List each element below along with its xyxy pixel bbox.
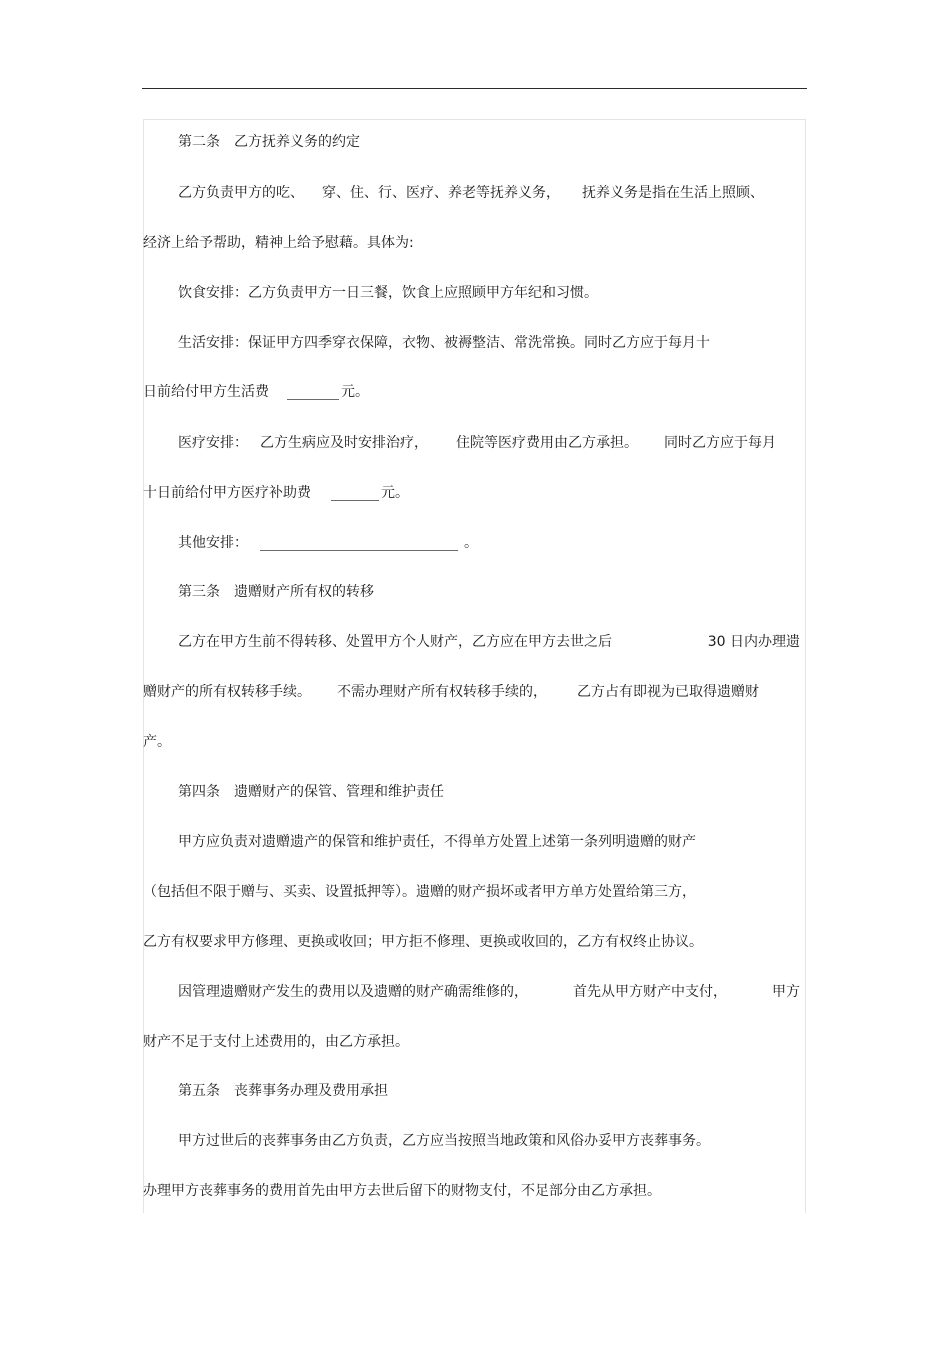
text-segment: 元。: [341, 384, 369, 400]
article-2-para-1-cont: 经济上给予帮助，精神上给予慰藉。具体为:: [143, 235, 414, 251]
article-2-heading: [143, 132, 806, 152]
text-segment: 30 日内办理遗: [707, 634, 800, 650]
article-3-para-2: [143, 682, 806, 702]
other-arrangement-blank[interactable]: [260, 536, 458, 551]
article-4-para-1: 甲方应负责对遗赠遗产的保管和维护责任，不得单方处置上述第一条列明遗赠的财产: [178, 834, 696, 850]
text-segment: 乙方生病应及时安排治疗，: [260, 435, 428, 451]
article-3-para-1: [143, 632, 806, 652]
article-5-para-1: 甲方过世后的丧葬事务由乙方负责，乙方应当按照当地政策和风俗办妥甲方丧葬事务。: [178, 1133, 710, 1149]
text-segment: 其他安排：: [178, 535, 248, 551]
text-segment: 医疗安排：: [178, 435, 248, 451]
article-2-number: 第二条: [178, 134, 220, 150]
article-4-para-3: 乙方有权要求甲方修理、更换或收回；甲方拒不修理、更换或收回的，乙方有权终止协议。: [143, 934, 703, 950]
living-allowance-blank[interactable]: [287, 385, 339, 400]
article-4-para-2: （包括但不限于赠与、买卖、设置抵押等）。遗赠的财产损坏或者甲方单方处置给第三方，: [143, 884, 696, 900]
text-segment: 赠财产的所有权转移手续。: [143, 684, 311, 700]
article-3-title: 遗赠财产所有权的转移: [234, 584, 374, 600]
text-segment: 乙方负责甲方的吃、: [178, 185, 304, 201]
text-segment: 十日前给付甲方医疗补助费: [143, 485, 311, 501]
text-segment: 不需办理财产所有权转移手续的，: [337, 684, 547, 700]
article-3-heading: [143, 582, 806, 602]
article-2-para-1: [143, 183, 806, 203]
text-segment: 住院等医疗费用由乙方承担。: [456, 435, 638, 451]
article-4-para-4: [143, 982, 806, 1002]
text-segment: 日前给付甲方生活费: [143, 384, 269, 400]
medical-allowance-line: [143, 483, 806, 503]
living-arrangement: 生活安排：保证甲方四季穿衣保障，衣物、被褥整洁、常洗常换。同时乙方应于每月十: [178, 335, 710, 351]
article-4-number: 第四条: [178, 784, 220, 800]
text-segment: 甲方: [772, 984, 800, 1000]
text-segment: 首先从甲方财产中支付，: [573, 984, 727, 1000]
article-2-title: 乙方抚养义务的约定: [234, 134, 360, 150]
article-5-heading: [143, 1081, 806, 1101]
article-5-title: 丧葬事务办理及费用承担: [234, 1083, 388, 1099]
article-3-number: 第三条: [178, 584, 220, 600]
medical-arrangement: [143, 433, 806, 453]
text-segment: 元。: [381, 485, 409, 501]
article-5-number: 第五条: [178, 1083, 220, 1099]
article-4-heading: [143, 782, 806, 802]
header-rule: [142, 88, 807, 89]
article-4-para-5: 财产不足于支付上述费用的，由乙方承担。: [143, 1034, 409, 1050]
text-segment: 乙方占有即视为已取得遗赠财: [577, 684, 759, 700]
text-segment: 。: [464, 535, 478, 551]
medical-allowance-blank[interactable]: [331, 486, 379, 501]
living-allowance-line: [143, 382, 806, 402]
food-arrangement: 饮食安排：乙方负责甲方一日三餐，饮食上应照顾甲方年纪和习惯。: [178, 285, 598, 301]
text-segment: 因管理遗赠财产发生的费用以及遗赠的财产确需维修的，: [178, 984, 528, 1000]
text-segment: 抚养义务是指在生活上照顾、: [582, 185, 764, 201]
text-segment: 穿、住、行、医疗、养老等抚养义务，: [322, 185, 560, 201]
text-segment: 同时乙方应于每月: [664, 435, 776, 451]
text-segment: 乙方在甲方生前不得转移、处置甲方个人财产，乙方应在甲方去世之后: [178, 634, 612, 650]
other-arrangement: [143, 533, 806, 553]
article-5-para-2: 办理甲方丧葬事务的费用首先由甲方去世后留下的财物支付，不足部分由乙方承担。: [143, 1183, 661, 1199]
article-3-para-3: 产。: [143, 734, 171, 750]
article-4-title: 遗赠财产的保管、管理和维护责任: [234, 784, 444, 800]
